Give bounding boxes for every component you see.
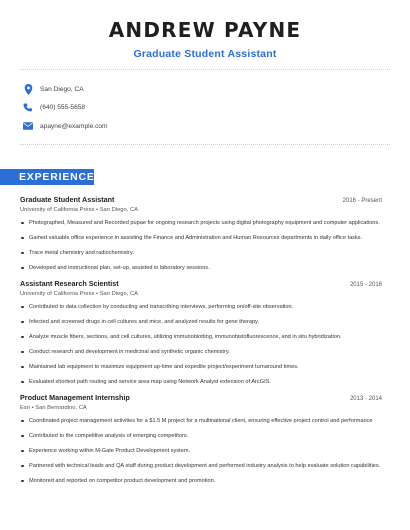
experience-list bbox=[0, 185, 410, 485]
bullet-item: Contributed to data collection by conducting and transcribing interviews, performing on/off-site observation. bbox=[20, 303, 382, 311]
contact-list bbox=[0, 70, 410, 144]
email-text: apayne@example.com bbox=[40, 122, 108, 130]
location-text: San Diego, CA bbox=[40, 85, 84, 93]
bullet-item: Infected and screened drugs in cell cultures and mice, and analyzed results for gene therapy. bbox=[20, 318, 382, 326]
job-title: Graduate Student Assistant bbox=[20, 194, 115, 204]
experience-section-title: EXPERIENCE bbox=[0, 169, 94, 185]
job-entry bbox=[20, 279, 382, 386]
bullet-item: Analyze muscle fibers, sections, and cell cultures, utilizing immunoblotting, immunohistofluorescence, and in situ hybridization. bbox=[20, 333, 382, 341]
job-organization: Esri • San Bernardino, CA bbox=[20, 404, 87, 411]
job-bullets bbox=[20, 303, 382, 386]
bullet-item: Monitored and reported on competitor product development and promotion. bbox=[20, 477, 382, 485]
job-title: Assistant Research Scientist bbox=[20, 278, 119, 288]
job-title: Product Management Internship bbox=[20, 392, 130, 402]
job-entry bbox=[20, 195, 382, 272]
job-dates: 2015 - 2016 bbox=[349, 281, 382, 288]
location-pin-icon bbox=[22, 83, 34, 95]
job-dates: 2016 - Present bbox=[342, 197, 382, 204]
candidate-role: Graduate Student Assistant bbox=[133, 48, 277, 60]
candidate-name: ANDREW PAYNE bbox=[108, 18, 302, 42]
job-dates: 2013 - 2014 bbox=[349, 395, 382, 402]
bullet-item: Maintained lab equipment to maximize equipment up-time and expedite project/experiment turnaround times. bbox=[20, 363, 382, 371]
envelope-icon bbox=[22, 120, 34, 132]
job-organization: University of California Press • San Diego, CA bbox=[20, 290, 139, 297]
bullet-item: Gained valuable office experience in assisting the Finance and Administration and Human Resources departments in daily office tasks. bbox=[20, 234, 382, 242]
contact-phone bbox=[22, 99, 410, 118]
job-bullets bbox=[20, 417, 382, 485]
contact-location bbox=[22, 80, 410, 99]
bullet-item: Trace metal chemistry and radiochemistry. bbox=[20, 249, 382, 257]
divider bbox=[20, 144, 390, 145]
job-organization: University of California Press • San Diego, CA bbox=[20, 206, 139, 213]
job-entry bbox=[20, 393, 382, 485]
bullet-item: Contributed to the competitive analysis of emerging competitors. bbox=[20, 432, 382, 440]
bullet-item: Experience working within M-Gate Product Development system. bbox=[20, 447, 382, 455]
phone-icon bbox=[22, 102, 34, 114]
bullet-item: Partnered with technical leads and QA staff during product development and performed industry analysis to help evaluate solution capabilities. bbox=[20, 462, 382, 470]
bullet-item: Evaluated shortest path routing and service area map using Network Analyst extension of ArcGIS. bbox=[20, 378, 382, 386]
job-bullets bbox=[20, 219, 382, 272]
bullet-item: Coordinated project management activities for a $1.5 M project for a multinational client, ensuring effective project control and performance bbox=[20, 417, 382, 425]
bullet-item: Photographed, Measured and Recorded pupae for ongoing research projects using digital photography equipment and computer applications. bbox=[20, 219, 382, 227]
phone-text: (640) 555-5658 bbox=[40, 104, 86, 112]
bullet-item: Conduct research and development in medicinal and synthetic organic chemistry. bbox=[20, 348, 382, 356]
contact-email bbox=[22, 117, 410, 136]
bullet-item: Developed and instructional plan, set-up, assisted in laboratory sessions. bbox=[20, 264, 382, 272]
resume-header bbox=[0, 0, 410, 60]
